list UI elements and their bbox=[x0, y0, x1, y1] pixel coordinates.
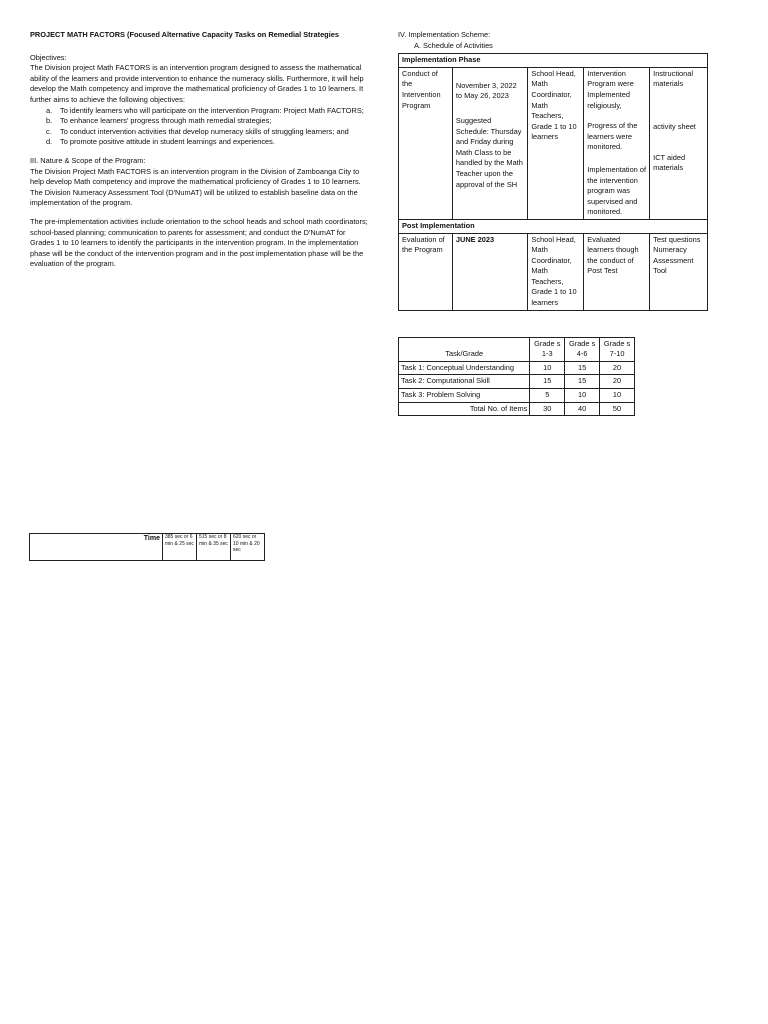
column-header: Grade s 1-3 bbox=[530, 337, 565, 361]
persons-cell: School Head, Math Coordinator, Math Teachers, Grade 1 to 10 learners bbox=[528, 67, 584, 219]
table-row bbox=[399, 219, 708, 233]
suggested-schedule: Suggested Schedule: Thursday and Friday during Math Class to be handled by the Math Teacher upon the approval of the SH bbox=[455, 115, 523, 189]
objective-marker: a. bbox=[46, 105, 53, 115]
objective-marker: b. bbox=[46, 116, 53, 126]
objective-item bbox=[46, 105, 370, 117]
task-name: Task 3: Problem Solving bbox=[399, 389, 530, 403]
time-label: Time bbox=[30, 534, 163, 561]
table-cell: 10 bbox=[600, 389, 635, 403]
table-cell: 10 bbox=[530, 361, 565, 375]
indicator-text: Intervention Program were Implemented religiously, bbox=[587, 68, 634, 110]
nature-paragraph-1: The Division Project Math FACTORS is an intervention program in the Division of Zamboanga City to help develop Math competency and improve the mathematical proficiency of Grades 1 to 10 learners. bbox=[30, 166, 361, 187]
objective-item bbox=[46, 126, 370, 138]
objective-text: To promote positive attitude in student learnings and experiences. bbox=[60, 137, 275, 147]
table-header-row bbox=[399, 337, 635, 361]
table-row bbox=[399, 361, 635, 375]
objective-text: To identify learners who will participate on the intervention Program: Project Math FACTORS; bbox=[60, 105, 364, 115]
indicators-cell bbox=[584, 67, 650, 219]
table-cell: 20 bbox=[600, 375, 635, 389]
schedule-table bbox=[398, 53, 708, 310]
right-column bbox=[398, 30, 708, 416]
persons-cell: School Head, Math Coordinator, Math Teachers, Grade 1 to 10 learners bbox=[528, 233, 584, 310]
activity-cell: Evaluation of the Program bbox=[399, 233, 453, 310]
table-cell: 30 bbox=[530, 402, 565, 416]
date-cell bbox=[452, 67, 528, 219]
indicator-text: Progress of the learners were monitored. bbox=[587, 121, 638, 152]
total-label: Total No. of Items bbox=[399, 402, 530, 416]
activity-cell: Conduct of the Intervention Program bbox=[399, 67, 453, 219]
table-cell: 5 bbox=[530, 389, 565, 403]
task-name: Task 2: Computational Skill bbox=[399, 375, 530, 389]
time-cell: 385 sec or 6 min & 25 sec bbox=[163, 534, 197, 561]
resources-cell: Test questions Numeracy Assessment Tool bbox=[650, 233, 708, 310]
resource-text: activity sheet bbox=[653, 121, 696, 131]
indicators-cell: Evaluated learners though the conduct of Post Test bbox=[584, 233, 650, 310]
table-cell: 10 bbox=[565, 389, 600, 403]
resource-text: ICT aided materials bbox=[653, 152, 686, 173]
table-cell: 15 bbox=[565, 375, 600, 389]
time-cell: 515 sec or 8 min & 35 sec bbox=[197, 534, 231, 561]
table-row bbox=[399, 389, 635, 403]
objective-item bbox=[46, 137, 370, 148]
objectives-intro: The Division project Math FACTORS is an intervention program designed to assess the mathematical ability of the learners and provide intervention to enhance the numeracy skills. Furthermore, it will help develop the Math competency and improve the mathematical proficiency of Grades 1 to 10 learners. It further aims to achieve the following objectives: bbox=[30, 63, 364, 104]
table-cell: 40 bbox=[565, 402, 600, 416]
phase-label: Post Implementation bbox=[399, 219, 708, 233]
date-text: November 3, 2022 to May 26, 2023 bbox=[455, 80, 517, 101]
table-row bbox=[399, 233, 708, 310]
time-table bbox=[29, 533, 265, 561]
resources-cell bbox=[650, 67, 708, 219]
schedule-heading: A. Schedule of Activities bbox=[414, 40, 493, 50]
tasks-table bbox=[398, 337, 635, 417]
table-row bbox=[399, 375, 635, 389]
column-header: Grade s 4-6 bbox=[565, 337, 600, 361]
document-title: PROJECT MATH FACTORS (Focused Alternative Capacity Tasks on Remedial Strategies bbox=[30, 30, 339, 39]
table-cell: 50 bbox=[600, 402, 635, 416]
objective-text: To conduct intervention activities that develop numeracy skills of struggling learners; and bbox=[60, 126, 349, 136]
table-row bbox=[399, 402, 635, 416]
objective-marker: c. bbox=[46, 126, 52, 136]
objective-text: To enhance learners' progress through math remedial strategies; bbox=[60, 116, 272, 126]
time-cell: 620 sec or 10 min & 20 sec bbox=[231, 534, 265, 561]
nature-paragraph-3: The pre-implementation activities include orientation to the school heads and school math coordinators; school-based planning; communication to parents for assessment; and conduct the D'NumAT for Grades 1 to 10 learners to identify the participants in the intervention program. In the implementation phase will be the conduct of the intervention program and in the post implementation phase will be the evaluation of the program. bbox=[30, 216, 368, 269]
objective-item bbox=[46, 116, 370, 127]
phase-label: Implementation Phase bbox=[399, 54, 708, 68]
resource-text: Instructional materials bbox=[653, 68, 693, 89]
column-header: Grade s 7-10 bbox=[600, 337, 635, 361]
nature-paragraph-2: The Division Numeracy Assessment Tool (D'NumAT) will be utilized to establish baseline data on the implementation of the program. bbox=[30, 187, 358, 208]
objectives-list bbox=[30, 106, 370, 148]
table-cell: 20 bbox=[600, 361, 635, 375]
left-column bbox=[30, 30, 370, 270]
objective-marker: d. bbox=[46, 137, 53, 147]
table-row bbox=[399, 67, 708, 219]
implementation-heading: IV. Implementation Scheme: bbox=[398, 30, 491, 39]
table-cell: 15 bbox=[565, 361, 600, 375]
table-row bbox=[30, 534, 265, 561]
indicator-text: Implementation of the intervention program was supervised and monitored. bbox=[587, 164, 647, 217]
nature-heading: III. Nature & Scope of the Program: bbox=[30, 155, 146, 165]
column-header: Task/Grade bbox=[399, 337, 530, 361]
task-name: Task 1: Conceptual Understanding bbox=[399, 361, 530, 375]
table-row bbox=[399, 54, 708, 68]
objectives-heading: Objectives: bbox=[30, 52, 67, 62]
table-cell: 15 bbox=[530, 375, 565, 389]
date-cell: JUNE 2023 bbox=[452, 233, 528, 310]
